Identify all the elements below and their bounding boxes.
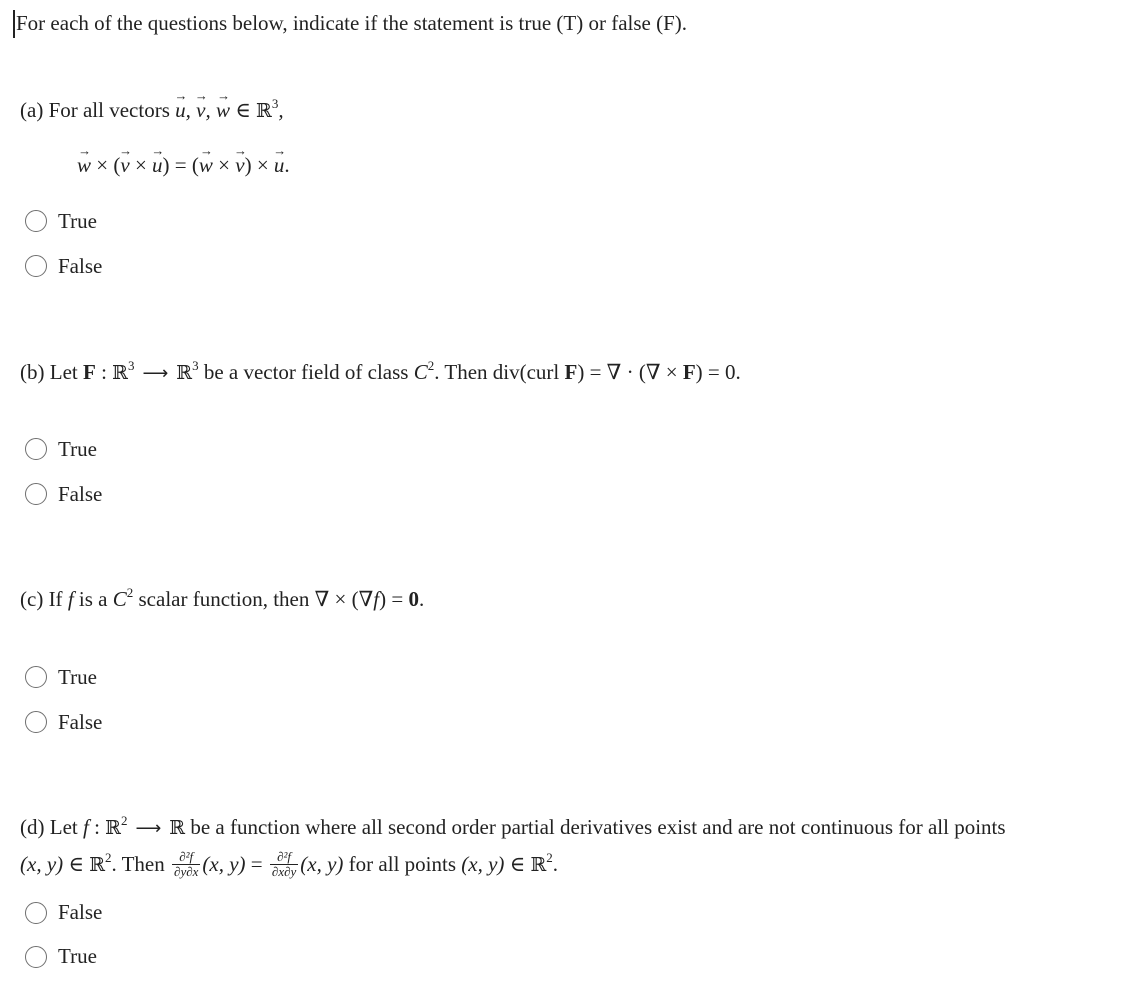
instructions-text: For each of the questions below, indicate if the statement is true (T) or false (F). bbox=[16, 11, 688, 35]
partial-derivative-fraction-xy: $\frac{\text{∂²f}}{\partial x\partial y}$ bbox=[271, 848, 297, 879]
question-d-label: (d) bbox=[20, 815, 45, 839]
question-a-option-true-radio[interactable] bbox=[25, 210, 47, 232]
question-c-option-false-radio[interactable] bbox=[25, 711, 47, 733]
question-d-option-true-radio[interactable] bbox=[25, 946, 47, 968]
question-c-stem: (c) If f is a $C^2$ scalar function, then ∇ × (∇f) = 0. bbox=[20, 585, 425, 611]
question-a-stem bbox=[20, 97, 284, 124]
question-a-option-false-radio[interactable] bbox=[25, 255, 47, 277]
question-b-option-false-label[interactable]: False bbox=[58, 482, 103, 506]
question-c-option-true-radio[interactable] bbox=[25, 666, 47, 688]
question-a-option-false-label[interactable]: False bbox=[58, 254, 103, 278]
question-b-option-true-label[interactable]: True bbox=[58, 437, 97, 461]
question-c-option-true-label[interactable]: True bbox=[58, 665, 97, 689]
partial-derivative-fraction-yx: $\frac{\text{∂²f}}{\partial y\partial x}$ bbox=[174, 848, 199, 879]
question-c-label: (c) bbox=[20, 587, 44, 611]
question-a-vectors: → u, → v, → w ∈ ℝ$^3$, bbox=[175, 98, 283, 122]
question-d-option-false-label[interactable]: False bbox=[58, 900, 103, 924]
question-a-text: For all vectors bbox=[48, 98, 170, 122]
question-d-option-false-radio[interactable] bbox=[25, 902, 47, 924]
question-a-equation: → w × (→ v × → u) = (→ w × → v) × → u. bbox=[77, 152, 290, 178]
question-b-label: (b) bbox=[20, 360, 45, 384]
text-cursor bbox=[13, 10, 15, 38]
question-a-label: (a) bbox=[20, 98, 44, 122]
question-d-stem-line1: (d) Let f : ℝ$^2$ ⟶ ℝ be a function where all second order partial derivatives exist and are not continuous for all points bbox=[20, 813, 1006, 839]
question-b-option-true-radio[interactable] bbox=[25, 438, 47, 460]
question-b-stem: (b) Let F : ℝ$^3$ ⟶ ℝ$^3$ be a vector field of class $C^2$. Then div(curl F) = ∇ · (∇ × F) = 0. bbox=[20, 358, 741, 384]
question-d-option-true-label[interactable]: True bbox=[58, 944, 97, 968]
question-c-option-false-label[interactable]: False bbox=[58, 710, 103, 734]
question-b-option-false-radio[interactable] bbox=[25, 483, 47, 505]
question-d-stem-line2: (x, y) ∈ ℝ$^2$. Then $\frac{\text{∂²f}}{\partial y\partial x}$ (x, y) = $\frac{\text{∂²f}}{\partial x\partial y}$ (x, y) for all points (x, y) ∈ ℝ$^2$. bbox=[20, 848, 558, 879]
question-a-option-true-label[interactable]: True bbox=[58, 209, 97, 233]
